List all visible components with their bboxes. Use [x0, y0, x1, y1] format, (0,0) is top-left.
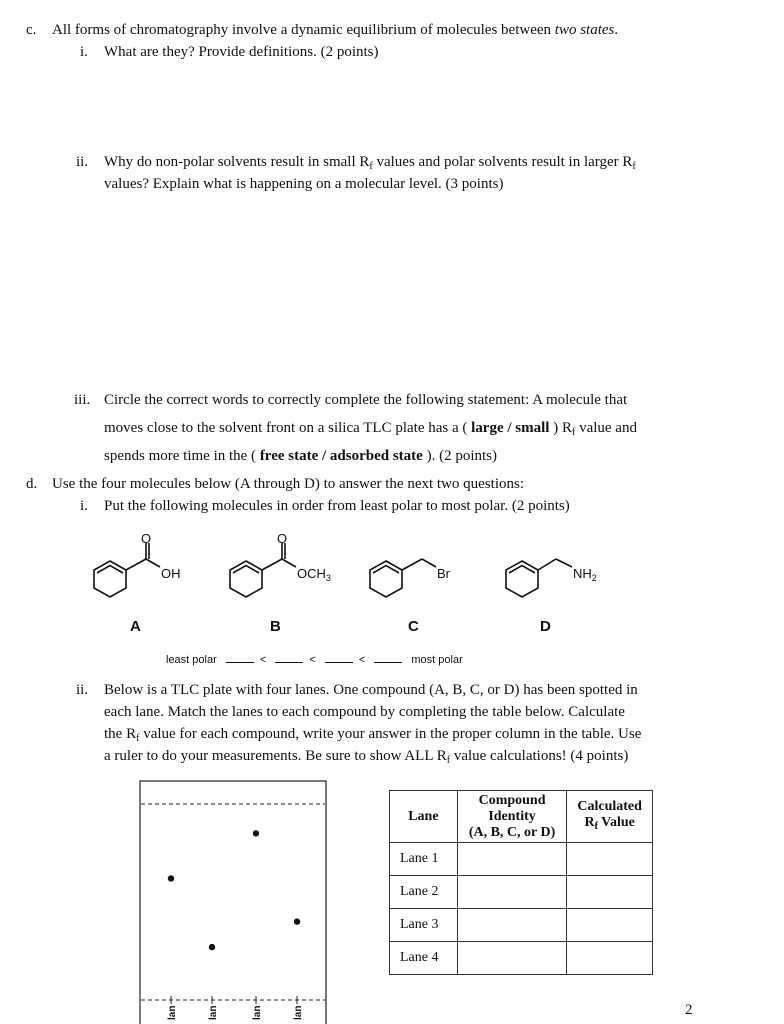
lane-label-3: lan — [252, 1005, 263, 1020]
rf-cell[interactable] — [567, 876, 653, 909]
molecule-d-group: $NH_2$ — [573, 566, 597, 583]
rf-cell[interactable] — [567, 942, 653, 975]
tlc-spot-lane-4 — [294, 918, 300, 924]
header-lane: Lane — [390, 791, 458, 843]
molecule-a-carbonyl-o: O — [141, 531, 152, 546]
row-lane-label: Lane 4 — [390, 942, 458, 975]
lane-label-1: lan — [167, 1005, 178, 1020]
row-lane-label: Lane 2 — [390, 876, 458, 909]
molecule-a-group: OH — [161, 566, 181, 581]
section-c-letter: c. — [26, 22, 37, 38]
polarity-order-line: least polar < < < most polar — [166, 654, 463, 666]
section-d-letter: d. — [26, 476, 38, 492]
results-table — [389, 790, 653, 975]
header-rf-value: Calculated $R_f$ Value — [567, 791, 653, 843]
identity-cell[interactable] — [457, 876, 567, 909]
tlc-spot-lane-3 — [253, 830, 259, 836]
lane-label-4: lan — [293, 1005, 304, 1020]
polarity-blank-3[interactable] — [325, 662, 353, 663]
question-c-iii-line3: spends more time in the ( free state / adsorbed state ). (2 points) — [104, 448, 497, 464]
question-c-iii-line1: Circle the correct words to correctly complete the following statement: A molecule that — [104, 392, 628, 408]
section-d-prompt: Use the four molecules below (A through D) to answer the next two questions: — [52, 476, 524, 492]
question-c-i: What are they? Provide definitions. (2 points) — [104, 44, 379, 60]
question-c-iii-number: iii. — [74, 392, 91, 408]
most-polar-label: most polar — [411, 654, 463, 666]
tlc-spot-lane-2 — [209, 944, 215, 950]
row-lane-label: Lane 1 — [390, 843, 458, 876]
question-d-i-number: i. — [80, 498, 88, 514]
polarity-blank-2[interactable] — [275, 662, 303, 663]
molecule-c-structure — [370, 559, 436, 597]
molecule-c-label: C — [408, 618, 419, 635]
header-compound-identity: Compound Identity (A, B, C, or D) — [457, 791, 567, 843]
rf-cell[interactable] — [567, 909, 653, 942]
tlc-spot-lane-1 — [168, 875, 174, 881]
molecule-a-label: A — [130, 618, 141, 635]
question-d-ii-line4: a ruler to do your measurements. Be sure to show ALL $R_f$ value calculations! (4 points) — [104, 748, 629, 766]
question-d-ii-line1: Below is a TLC plate with four lanes. One compound (A, B, C, or D) has been spotted in — [104, 682, 638, 698]
molecule-c-group: Br — [437, 566, 450, 581]
question-d-ii-line3: the $R_f$ value for each compound, write your answer in the proper column in the table. Use — [104, 726, 642, 744]
polarity-blank-1[interactable] — [226, 662, 254, 663]
identity-cell[interactable] — [457, 909, 567, 942]
table-row — [390, 876, 653, 909]
molecule-b-carbonyl-o: O — [277, 531, 288, 546]
rf-cell[interactable] — [567, 843, 653, 876]
molecule-d-label: D — [540, 618, 551, 635]
molecule-b-label: B — [270, 618, 281, 635]
row-lane-label: Lane 3 — [390, 909, 458, 942]
table-row — [390, 942, 653, 975]
question-c-ii-line2: values? Explain what is happening on a molecular level. (3 points) — [104, 176, 504, 192]
molecule-b-group: $OCH_3$ — [297, 566, 331, 583]
table-row — [390, 909, 653, 942]
polarity-blank-4[interactable] — [374, 662, 402, 663]
question-d-ii-number: ii. — [76, 682, 89, 698]
least-polar-label: least polar — [166, 654, 217, 666]
question-c-ii-line1: Why do non-polar solvents result in small $R_f$ values and polar solvents result in larger $R_f$ — [104, 154, 636, 172]
molecule-b-structure — [230, 543, 296, 597]
identity-cell[interactable] — [457, 843, 567, 876]
question-c-iii-line2: moves close to the solvent front on a silica TLC plate has a ( large / small ) $R_f$ value and — [104, 420, 637, 438]
identity-cell[interactable] — [457, 942, 567, 975]
question-c-i-number: i. — [80, 44, 88, 60]
molecule-a-structure — [94, 543, 160, 597]
question-d-ii-line2: each lane. Match the lanes to each compound by completing the table below. Calculate — [104, 704, 625, 720]
question-d-i: Put the following molecules in order from least polar to most polar. (2 points) — [104, 498, 570, 514]
molecule-d-structure — [506, 559, 572, 597]
lane-label-2: lan — [208, 1005, 219, 1020]
section-c-prompt: All forms of chromatography involve a dynamic equilibrium of molecules between two states. — [52, 22, 619, 38]
tlc-plate — [139, 780, 329, 1024]
question-c-ii-number: ii. — [76, 154, 89, 170]
molecule-structures — [0, 525, 784, 645]
table-row — [390, 843, 653, 876]
page-number: 2 — [685, 1002, 693, 1018]
